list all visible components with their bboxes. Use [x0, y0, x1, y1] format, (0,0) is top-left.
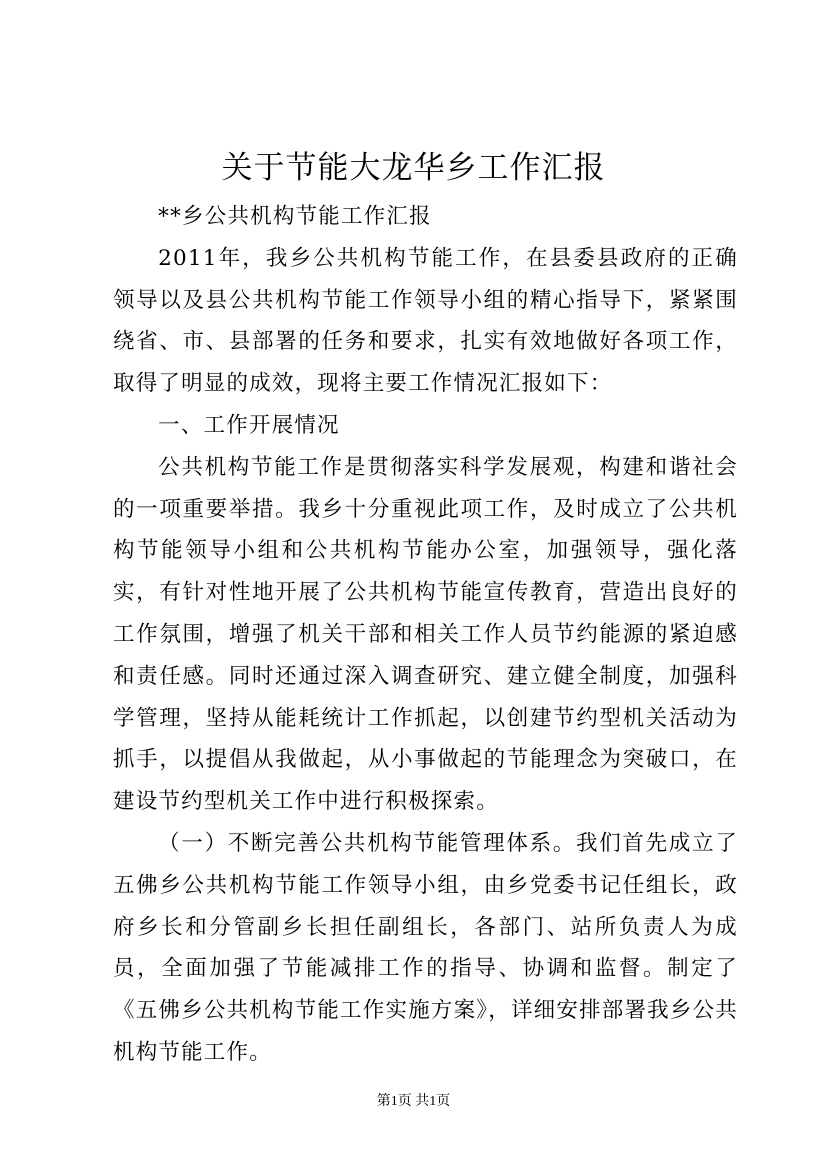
body-paragraph: 公共机构节能工作是贯彻落实科学发展观，构建和谐社会的一项重要举措。我乡十分重视此项工作，及时成立了公共机构节能领导小组和公共机构节能办公室，加强领导，强化落实，有针对性地开展了公共机构节能宣传教育，营造出良好的工作氛围，增强了机关干部和相关工作人员节约能源的紧迫感和责任感。同时还通过深入调查研究、建立健全制度，加强科学管理，坚持从能耗统计工作抓起，以创建节约型机关活动为抓手，以提倡从我做起，从小事做起的节能理念为突破口，在建设节约型机关工作中进行积极探索。 — [113, 454, 738, 815]
section-heading: 一、工作开展情况 — [158, 412, 340, 438]
document-body — [113, 196, 738, 1074]
intro-paragraph: 2011年，我乡公共机构节能工作，在县委县政府的正确领导以及县公共机构节能工作领导小组的精心指导下，紧紧围绕省、市、县部署的任务和要求，扎实有效地做好各项工作，取得了明显的成效，现将主要工作情况汇报如下： — [113, 245, 738, 397]
page-footer: 第1页 共1页 — [376, 1094, 451, 1109]
report-subtitle: **乡公共机构节能工作汇报 — [158, 204, 432, 229]
document-title: 关于节能大龙华乡工作汇报 — [221, 150, 606, 186]
body-paragraph: （一）不断完善公共机构节能管理体系。我们首先成立了五佛乡公共机构节能工作领导小组，由乡党委书记任组长，政府乡长和分管副乡长担任副组长，各部门、站所负责人为成员，全面加强了节能减排工作的指导、协调和监督。制定了《五佛乡公共机构节能工作实施方案》，详细安排部署我乡公共机构节能工作。 — [113, 830, 738, 1065]
